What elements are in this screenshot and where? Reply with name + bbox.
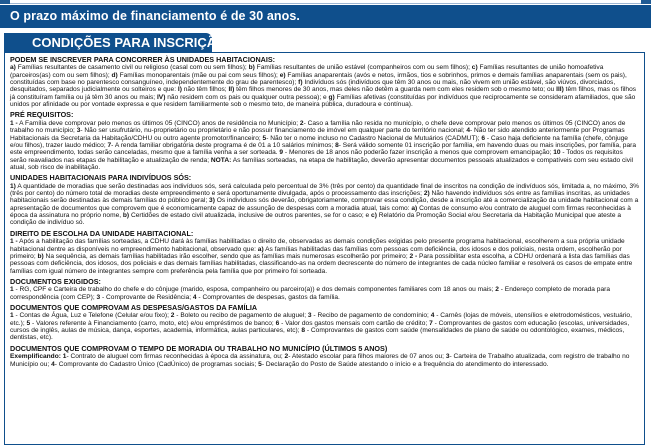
item-text: A quantidade de moradias que serão destinadas aos indivíduos sós, será calculada pelo percentual de 3% (três por cento) da quantidade final de inscritos na condição de indivíduos sós, limitada a, no máximo, 3% (três por cento) do número total de moradias deste empreendimento e será oportunamente divulgada, após o processamento das inscrições; — [10, 182, 639, 198]
item-text: - Caso a família não resida no município, o chefe deve comprovar pelo menos os últimos 05 (CINCO) anos de trabalho no município; — [10, 119, 626, 135]
block-paragraph — [10, 183, 639, 227]
item-marker: 1 — [10, 312, 14, 320]
item-marker: 3 — [96, 293, 101, 301]
item-marker: 3 — [307, 312, 312, 320]
item-text: têm filhos, mas os filhos já constituíram família ou já têm 30 anos ou mais; — [10, 86, 637, 101]
item-marker: b) — [248, 64, 255, 72]
item-text: Contas de consumo e/ou contrato de aluguel com firmas reconhecidas à época da assinatura no próprio nome, — [10, 204, 631, 220]
block-heading: DOCUMENTOS QUE COMPROVAM O TEMPO DE MORADIA OU TRABALHO NO MUNICÍPIO (ÚLTIMOS 5 ANOS) — [10, 343, 388, 353]
block-paragraph — [10, 353, 639, 368]
banner-text: O prazo máximo de financiamento é de 30 anos. — [10, 9, 300, 23]
item-marker: 6 — [275, 319, 280, 327]
item-text: - Não ter sido atendido anteriormente por Programas Habitacionais da Secretaria da Habitação/CDHU ou outro agente promotor/financeiro; — [10, 127, 625, 142]
item-marker: 5 — [258, 360, 262, 368]
item-marker: b) — [37, 252, 44, 260]
item-text: Após a habilitação das famílias sorteadas, a CDHU dará às famílias habilitadas o direito de, observadas as demais condições exigidas pelo presente programa habitacional, escolherem a sua própria unidade habitacional dentre as disponíveis no empreendimento habitacional, observado que: — [10, 238, 625, 253]
item-marker: 4 — [192, 293, 197, 301]
item-text: - Será válido somente 01 inscrição por família, em havendo duas ou mais inscrições, por família, para este empreendimento, todas serão canceladas, mesmo que a família venha a ser sorteada. — [10, 141, 637, 157]
item-marker: IV) — [156, 93, 166, 101]
item-text: - Não ser usufrutário, nu-proprietário ou proprietário e não possuir financiamento de imóvel em qualquer parte do território nacional; — [80, 127, 467, 135]
item-text: Na sequência, as demais famílias habilitadas irão escolher, sendo que as famílias mais numerosas escolherão por primeiro; — [43, 252, 410, 260]
block-heading: DOCUMENTOS QUE COMPROVAM AS DESPESAS/GASTOS DA FAMÍLIA — [10, 302, 258, 312]
item-text: A Família deve comprovar pelo menos os últimos 05 (CINCO) anos de residência no Município; — [17, 119, 300, 127]
item-marker: c) — [371, 212, 377, 220]
block-paragraph — [10, 238, 639, 275]
item-marker: b) — [122, 212, 130, 220]
block-paragraph — [10, 312, 639, 341]
item-text: - Carnês (lojas de móveis, utensílios e eletrodomésticos, vestuário, etc.); — [10, 312, 632, 327]
item-marker: a) — [257, 245, 264, 253]
section-title-tab — [4, 33, 227, 53]
item-text: Indivíduos sós (indivíduos que têm 30 anos ou mais, não vivem em união estável, são viúvos, divorciados, desquitados, separados judicialmente ou solteiros e que: — [10, 79, 616, 94]
item-marker: 8 — [301, 327, 306, 335]
item-marker: 7 — [429, 319, 433, 327]
item-text: - Endereço completo de morada para correspondência (com CEP); — [10, 286, 610, 301]
block-paragraph — [10, 64, 639, 108]
item-marker: 4 — [466, 127, 471, 135]
item-text: Certidões de estado civil atualizada, inclusive de outros parentes, se for o caso; e — [129, 212, 372, 220]
item-text: - Caso haja deficiente na família (chefe, cônjuge e/ou filhos), trazer laudo médico; — [10, 134, 628, 149]
item-text: - Comprovantes de gastos com saúde (mensalidades de plano de saúde ou odontológico, exames, médicos, dentistas, etc). — [10, 327, 625, 342]
item-marker: 2 — [495, 286, 499, 294]
item-text: - Contrato de aluguel com firmas reconhecidas à época da assinatura, ou; — [66, 353, 285, 361]
item-marker: 3 — [445, 353, 450, 361]
item-text: - Comprovantes de despesas, gastos da família. — [196, 293, 340, 301]
item-text: - Comprovantes de gastos com educação (escolas, universidades, cursos de inglês, aulas de música, dança, esportes, academia, informática, aulas particulares, etc); — [10, 319, 630, 335]
item-text: - Boleto ou recibo de pagamento de aluguel; — [174, 312, 308, 320]
item-marker: 8 — [335, 141, 339, 149]
item-text: Famílias resultantes de união homoafetiva (parceiros(as) com ou sem filhos); — [10, 64, 604, 79]
item-text: - Não ter o nome incluso no Cadastro Nacional de Mutuários (CADMUT); — [266, 134, 482, 142]
item-marker: d) — [111, 71, 118, 79]
item-text: - A renda familiar obrigatória deste programa é de 01 a 10 salários mínimos; — [111, 141, 336, 149]
block-paragraph — [10, 286, 639, 301]
item-marker: 2 — [299, 119, 304, 127]
item-text: Para possibilitar esta escolha, a CDHU ordenará a lista das famílias das pessoas com deficiência, dos idosos, dos policiais e das demais famílias habilitadas, classificando-as na ordem decrescente do número de integrantes de cada núcleo familiar e resolverá os casos de empate entre famílias com igual número de integrantes sempre com preferência pela família que por primeiro foi sorteada. — [10, 252, 633, 275]
block-heading: UNIDADES HABITACIONAIS PARA INDIVÍDUOS SÓS: — [10, 173, 192, 183]
item-marker: I) — [177, 86, 182, 94]
item-text: têm filhos menores de 30 anos, mas deles não detêm a guarda nem com eles residem sob o mesmo teto; ou — [234, 86, 557, 94]
block-heading: DOCUMENTOS EXIGIDOS: — [10, 276, 101, 286]
item-text: - Carteira de Trabalho atualizada, com registro de trabalho no Município ou; — [10, 353, 630, 368]
item-marker: c) — [471, 64, 478, 72]
item-marker: 5 — [262, 134, 267, 142]
item-marker: 2 — [284, 353, 289, 361]
item-marker: NOTA: — [210, 156, 232, 164]
item-marker: 4 — [430, 312, 435, 320]
item-text: - Declaração do Posto de Saúde atestando o início e a frequência do atendimento do interessado. — [261, 360, 549, 368]
item-text: - Recibo de pagamento de condomínio; — [311, 312, 431, 320]
item-text: Famílias afetivas (constituídas por indivíduos que reciprocamente se consideram afamiliados, que são unidos por afinidade ou por vontade expressa e que residem familiarmente sob o mesmo teto, de maneira pública, duradoura e contínua). — [10, 93, 636, 109]
top-strip — [0, 0, 651, 4]
conditions-content — [10, 56, 639, 369]
item-text: não residem com os pais ou qualquer outra pessoa); e — [165, 93, 329, 101]
item-text: - RG, CPF e Carteira de trabalho do chefe e do cônjuge (marido, esposa, companheiro ou parceiro(a)) e dos demais componentes familiares com 18 anos ou mais; — [13, 286, 496, 294]
item-text: - Valores referente à Financiamento (carro, moto, etc) e/ou empréstimos de banco; — [30, 319, 276, 327]
item-text: Os indivíduos sós deverão, obrigatoriamente, comprovar essa condição, desde a inscrição até a comercialização da unidade habitacional com a apresentação de documentos que comprovem que é economicamente capaz de assunção de despesas com a moradia atual, tais como: — [10, 197, 639, 212]
item-marker: 9 — [279, 149, 284, 157]
item-marker: e) — [279, 71, 286, 79]
item-text: - Comprovante de Residência; — [100, 293, 193, 301]
item-marker: 1 - — [10, 238, 18, 246]
item-marker: Exemplificando: 1 — [10, 353, 67, 361]
item-marker: 5 — [26, 319, 31, 327]
item-marker: III) — [556, 86, 564, 94]
block-paragraph — [10, 120, 639, 171]
item-text: - Todos os requisitos serão reavaliados nas etapas de habilitação e atualização de renda; — [10, 149, 623, 164]
section-title: CONDIÇÕES PARA INSCRIÇÃO — [32, 35, 227, 50]
item-marker: a) — [411, 204, 418, 212]
item-marker: 1) — [10, 182, 16, 190]
item-marker: g) — [328, 93, 335, 101]
item-marker: II) — [228, 86, 235, 94]
item-text: Relatório da Promoção Social e/ou Secretaria da Habitação Municipal que ateste a condição de indivíduo só. — [10, 212, 622, 227]
item-marker: 2) — [423, 190, 430, 198]
item-text: Não havendo indivíduos sós entre as famílias inscritas, as unidades habitacionais serão destinadas às demais famílias do público geral; — [10, 190, 630, 205]
item-marker: 10 — [553, 149, 561, 157]
item-text: - Atestado escolar para filhos maiores de 07 anos ou; — [288, 353, 446, 361]
item-marker: 4 — [51, 360, 55, 368]
item-text: - Comprovante do Cadastro Único (CadÚnico) de programas sociais; — [54, 360, 259, 368]
block-heading: PRÉ REQUISITOS: — [10, 110, 74, 120]
item-text: As famílias sorteadas, na etapa de habilitação, deverão apresentar documentos pessoais atualizados e compatíveis com seu estado civil atual, sob risco de inabilitação. — [10, 156, 633, 171]
item-marker: 7 — [107, 141, 112, 149]
item-text: Famílias resultantes de união estável (companheiros com ou sem filhos); — [254, 64, 472, 72]
item-text: - Menores de 18 anos não poderão fazer inscrição a menos que comprovem emancipação; — [283, 149, 554, 157]
item-marker: 2 — [170, 312, 175, 320]
item-marker: 3 — [76, 127, 81, 135]
item-marker: 1 — [10, 286, 14, 294]
conditions-box — [4, 52, 645, 445]
item-text: - Contas de Água, Luz e Telefone (Celular e/ou fixo); — [13, 312, 171, 320]
item-marker: a) — [10, 64, 16, 72]
item-marker: 1 - — [10, 119, 18, 127]
item-marker: 2 - — [409, 252, 418, 260]
item-text: As famílias habilitadas das famílias com pessoas com deficiência, dos idosos e dos policiais, nesta ordem, escolherão por primeiro; — [10, 245, 622, 260]
item-text: não têm filhos; — [181, 86, 229, 94]
item-text: - Valor dos gastos mensais com cartão de crédito; — [279, 319, 430, 327]
item-marker: 6 — [481, 134, 486, 142]
block-heading: DIREITO DE ESCOLHA DA UNIDADE HABITACIONAL: — [10, 228, 194, 238]
item-marker: 3) — [209, 197, 215, 205]
item-text: Famílias resultantes de casamento civil ou religioso (casal com ou sem filhos); — [15, 64, 249, 72]
financing-banner — [0, 5, 651, 28]
item-text: Famílias anaparentais (avós e netos, irmãos, tios e sobrinhos, primos e demais famílias anaparentais (sem os pais), constituídas com base no parentesco consanguíneo, independentemente do grau de parentesco); — [10, 71, 627, 87]
item-marker: f) — [298, 79, 303, 87]
block-heading: PODEM SE INSCREVER PARA CONCORRER ÀS UNIDADES HABITACIONAIS: — [10, 55, 276, 64]
item-text: Famílias monoparentais (mãe ou pai com seus filhos); — [117, 71, 280, 79]
